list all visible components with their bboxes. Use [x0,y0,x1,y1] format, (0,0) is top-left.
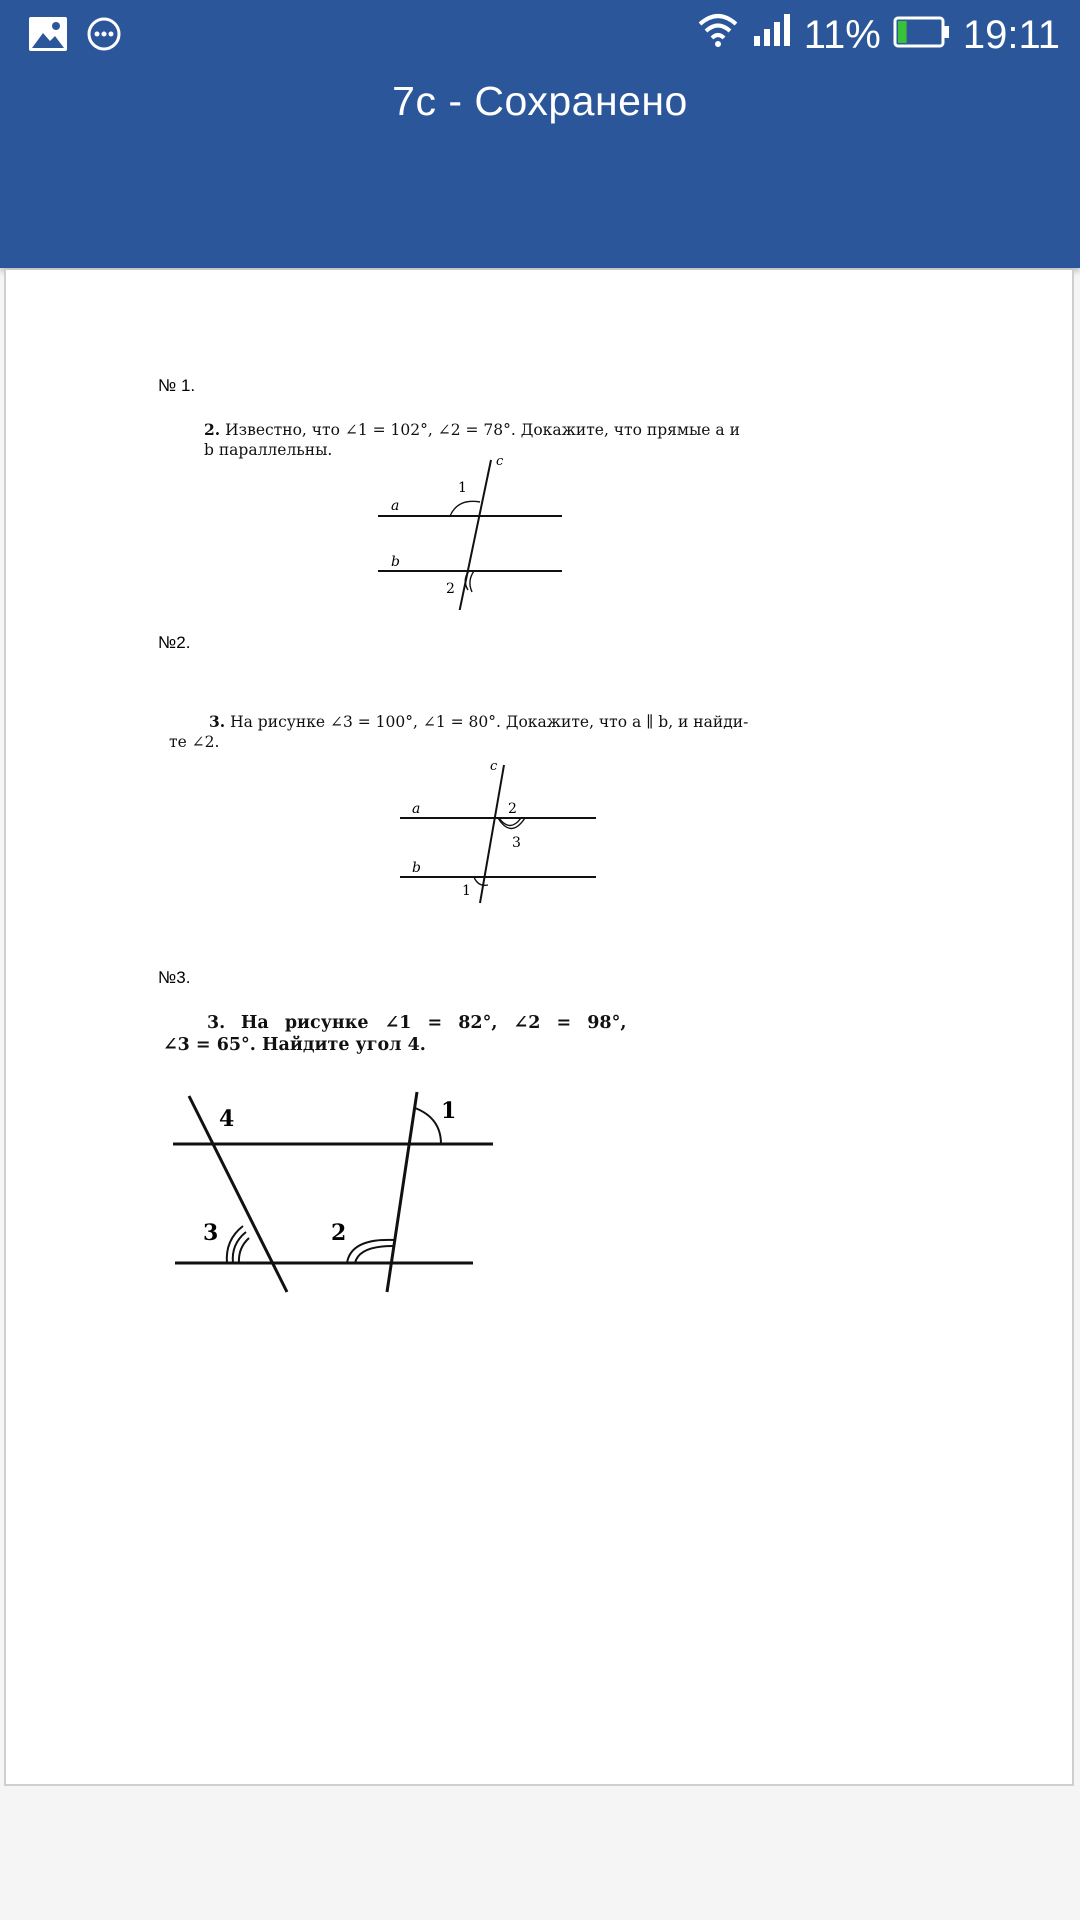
section-1-line-b-label: b [391,554,400,570]
section-3-angle-2-label: 2 [331,1220,347,1246]
section-2-line-c-label: c [490,759,498,774]
section-2-figure [386,755,616,905]
status-bar-left [28,16,122,57]
section-2-text-line2: те ∠2. [169,733,220,751]
section-2-angle-2-label: 2 [508,801,517,817]
section-3-angle-3-label: 3 [203,1220,219,1246]
section-1-problem-number: 2. [204,420,221,439]
battery-icon [893,13,951,58]
section-1-line-c-label: c [496,454,504,469]
section-1-line-a-label: a [391,498,400,514]
section-3-angle-1-label: 1 [441,1098,457,1124]
wifi-icon [696,12,740,58]
section-1-text-line1: Известно, что ∠1 = 102°, ∠2 = 78°. Докажите, что прямые a и [225,421,740,439]
section-3-figure [163,1080,503,1305]
section-2-line-b-label: b [412,860,421,876]
section-1-text-line2: b параллельны. [204,441,333,459]
section-1-angle-2-label: 2 [446,581,455,597]
section-3-problem-text [163,1012,683,1056]
section-3-angle-4-label: 4 [219,1106,235,1132]
section-2-line-a-label: a [412,801,421,817]
section-3-problem-number: 3. [207,1013,226,1033]
section-1-angle-1-label: 1 [458,480,467,496]
signal-icon [752,12,792,58]
section-2-angle-1-label: 1 [462,883,471,899]
section-2-label: №2. [158,633,191,652]
status-bar-right [696,12,1060,58]
section-1-label: № 1. [158,376,196,395]
more-dots-icon [86,16,122,57]
document-page[interactable] [4,270,1074,1786]
section-2-problem-text [169,712,839,752]
battery-percent: 11% [803,12,881,57]
section-3-label: №3. [158,968,191,987]
section-3-text-line2: ∠3 = 65°. Найдите угол 4. [163,1035,426,1055]
section-2-text-line1: На рисунке ∠3 = 100°, ∠1 = 80°. Докажите, что a ∥ b, и найди- [230,713,749,731]
section-1-figure [366,450,586,610]
gallery-icon [28,16,68,57]
document-title: 7с - Сохранено [392,78,688,124]
app-header [0,0,1080,268]
section-2-angle-3-label: 3 [512,835,521,851]
clock: 19:11 [962,12,1060,57]
section-3-text-line1: На рисунке ∠1 = 82°, ∠2 = 98°, [240,1013,627,1033]
section-2-problem-number: 3. [209,712,226,731]
